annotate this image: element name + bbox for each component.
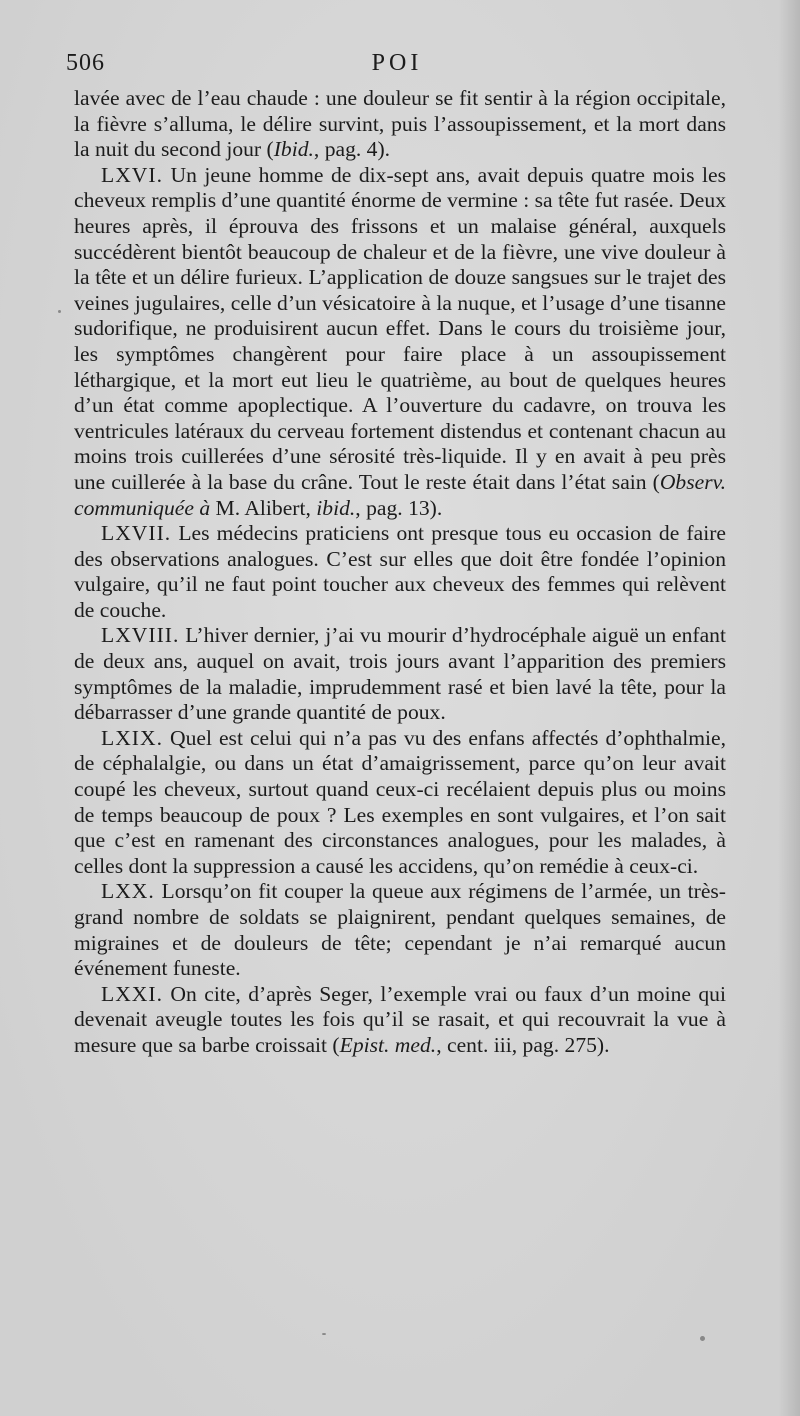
- paragraph: [74, 521, 726, 623]
- text-segment: , cent. iii, pag. 275).: [436, 1032, 610, 1057]
- paragraph-number: LXVI.: [101, 162, 163, 187]
- paragraph-number: LXVII.: [101, 521, 172, 546]
- ink-speck: [58, 310, 61, 313]
- running-head: POI: [371, 50, 423, 76]
- paragraph: [74, 982, 726, 1059]
- ink-speck: [700, 1336, 705, 1341]
- page-edge-shadow: [778, 0, 800, 1416]
- italic-text: Ibid.: [273, 137, 314, 162]
- text-segment: Lorsqu’on fit couper la queue aux régimens de l’armée, un très-grand nombre de soldats se plaignirent, pendant quelques semaines, de migraines et de douleurs de tête; cependant je n’ai remarqué aucun événement funeste.: [74, 879, 726, 981]
- paragraph-number: LXIX.: [101, 725, 163, 750]
- text-segment: Les médecins praticiens ont presque tous eu occasion de faire des observations analogues. C’est sur elles que doit être fondée l’opinion vulgaire, qu’il ne faut point toucher aux cheveux des femmes qui relèvent de couche.: [74, 521, 726, 622]
- italic-text: ibid.: [316, 495, 356, 520]
- paragraph: [74, 623, 726, 725]
- paragraph-number: LXVIII.: [101, 623, 180, 648]
- paragraph-number: LXX.: [101, 879, 155, 904]
- paragraph: [74, 163, 726, 521]
- text-segment: Un jeune homme de dix-sept ans, avait depuis quatre mois les cheveux remplis d’une quantité énorme de vermine : sa tête fut rasée. Deux heures après, il éprouva des frissons et un malaise général, auxquels succédèrent bientôt beaucoup de chaleur et de la fièvre, une vive douleur à la tête et un délire furieux. L’application de douze sangsues sur le trajet des veines jugulaires, celle d’un vésicatoire à la nuque, et l’usage d’une tisanne sudorifique, ne produisirent aucun effet. Dans le cours du troisième jour, les symptômes changèrent pour faire place à un assoupissement léthargique, et la mort eut lieu le quatrième, au bout de quelques heures d’un état comme apoplectique. A l’ouverture du cadavre, on trouva les ventricules latéraux du cerveau fortement distendus et contenant chacun au moins trois cuillerées d’une sérosité très-liquide. Il y en avait à peu près une cuillerée à la base du crâne. Tout le reste était dans l’état sain (: [74, 162, 726, 494]
- italic-text: Observ. communiquée à: [74, 469, 726, 520]
- paragraph-number: LXXI.: [101, 981, 163, 1006]
- text-segment: M. Alibert,: [210, 495, 317, 520]
- ink-speck: [322, 1333, 326, 1335]
- paragraph: [74, 879, 726, 981]
- text-segment: lavée avec de l’eau chaude : une douleur se fit sentir à la région occipitale, la fièvre s’alluma, le délire survint, puis l’assoupissement, et la mort dans la nuit du second jour (: [74, 86, 726, 162]
- body-text: [74, 86, 726, 1059]
- paragraph: [74, 726, 726, 880]
- text-segment: Quel est celui qui n’a pas vu des enfans affectés d’ophthalmie, de céphalalgie, ou dans un état d’amaigrissement, parce qu’on leur avait coupé les cheveux, surtout quand ceux-ci recélaient depuis plus ou moins de temps beaucoup de poux ? Les exemples en sont vulgaires, et l’on sait que c’est en ramenant des circonstances analogues, pour les malades, à celles dont la suppression a causé les accidens, qu’on remédie à ceux-ci.: [74, 725, 726, 878]
- page-number: 506: [66, 50, 105, 76]
- text-segment: L’hiver dernier, j’ai vu mourir d’hydrocéphale aiguë un enfant de deux ans, auquel on avait, trois jours avant l’apparition des premiers symptômes de la maladie, imprudemment rasé et bien lavé la tête, pour la débarrasser d’une grande quantité de poux.: [74, 623, 726, 725]
- italic-text: Epist. med.: [339, 1032, 437, 1057]
- text-segment: , pag. 13).: [355, 495, 443, 520]
- text-segment: On cite, d’après Seger, l’exemple vrai ou faux d’un moine qui devenait aveugle toutes les fois qu’il se rasait, et qui recouvrait la vue à mesure que sa barbe croissait (: [74, 981, 726, 1057]
- page-header: [66, 50, 728, 84]
- text-segment: , pag. 4).: [313, 137, 391, 162]
- paragraph-continued: [74, 86, 726, 163]
